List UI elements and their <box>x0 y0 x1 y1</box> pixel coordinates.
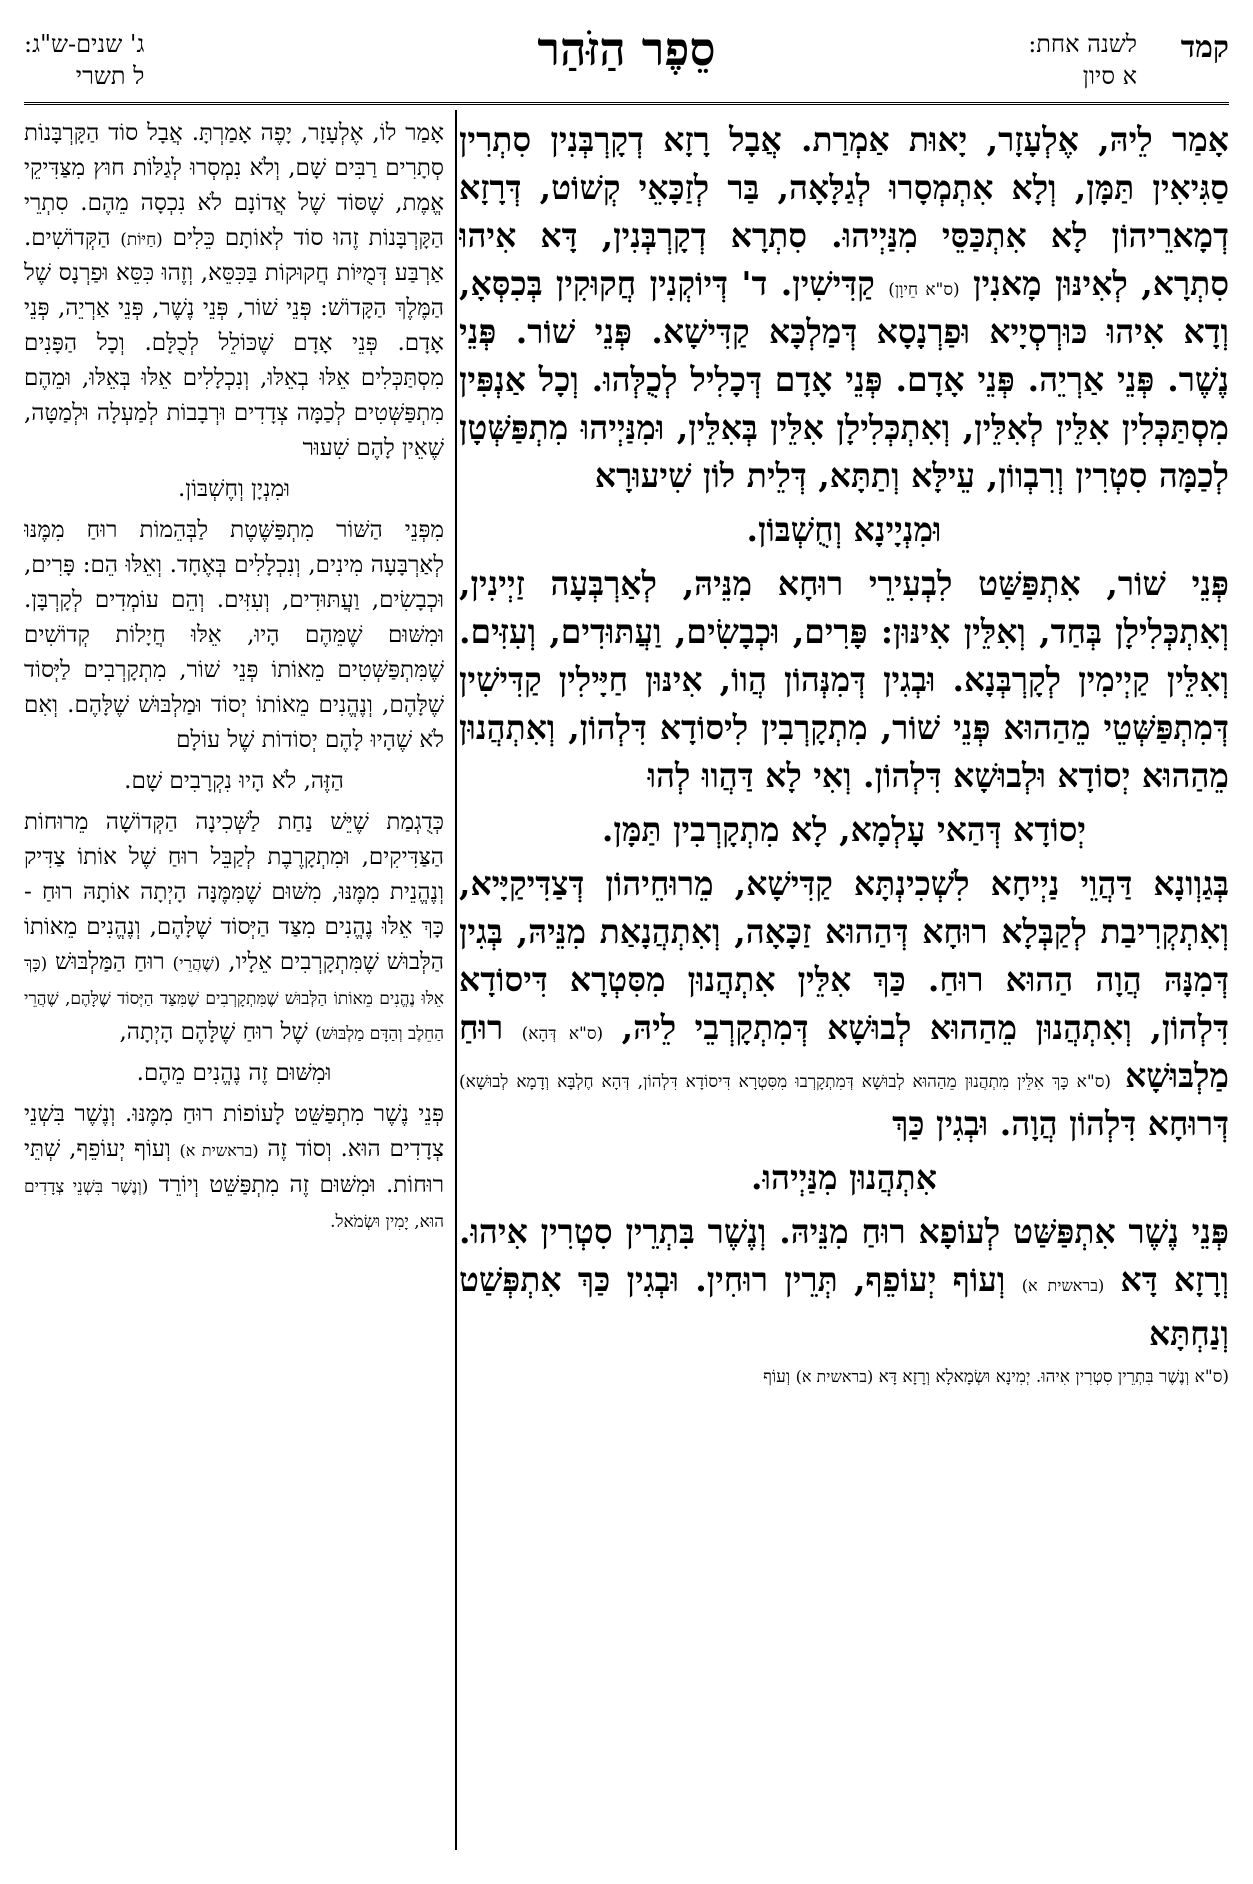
column-divider <box>455 110 457 1850</box>
variant-note: (וְנֶשֶׁר בִּשְׁנֵי צְדָדִים הוּא, יָמִין וּשְׂמֹאל. <box>24 1177 444 1232</box>
main-paragraph-4: פְּנֵי נֶשֶׁר אִתְפַּשַּׁט לְעוֹפָא רוּחַ מִנֵּיהּ. וְנֶשֶׁר בִּתְרֵין סִטְרִין אִיהוּ. וְרָזָא דָּא (בראשית א) וְעוֹף יְעוֹפֵף, תְּרֵין רוּחִין. וּבְגִין כַּךְ אִתְפְּשַׁט וְנַחְתָּא <box>459 1212 1229 1353</box>
source-reference: (בראשית א) <box>179 1141 259 1160</box>
main-variant-footnote: (ס"א וְנֶשֶׁר בִּתְרֵין סִטְרִין אִיהוּ. יְמִינָא וּשְׂמָאלָא וְרָזָא דָּא (בראשית א) וְעוֹף <box>763 1367 1229 1387</box>
book-title: סֵפֶר הַזֹּהַר <box>537 22 716 76</box>
main-paragraph-3: בְּגַוְונָא דַּהֲוֵי נַיְיחָא לִשְׁכִינְתָּא קַדִּישָׁא, מֵרוּחֵיהוֹן דְּצַדִּיקַיָּיא, וְאִתְקְרִיבַת לְקַבְּלָא רוּחָא דְּהַהוּא זַכָּאָה, וְאִתְהֲנָאַת מִנֵּיהּ, בְּגִין דְּמִנָּהּ הֲוָה הַהוּא רוּחַ. כַּךְ אִלֵּין אִתְהֲנוּן מִסִּטְרָא דִּיסוֹדָא דִּלְהוֹן, וְאִתְהֲנוּן מֵהַהוּא לְבוּשָׁא דְּמִתְקָרְבֵי לֵיהּ, (ס"א דְּהָא) רוּחַ מַלְבּוּשָׁא (ס"א כָּךְ אִלֵּין מִתְהֲנוּן מֵהַהוּא לְבוּשָׁא דְּמִתְקָרְבוּ מִסִּטְרָא דִּיסוֹדָא דִּלְהוֹן, דְּהָא חֶלְבָּא וְדָמָא לְבוּשָׁא) דְּרוּחָא דִּלְהוֹן הֲוָה. וּבְגִין כַּךְ <box>459 864 1229 1143</box>
side-paragraph-2-end: הַזֶּה, לֹא הָיוּ נִקְרָבִים שָׁם. <box>124 768 344 794</box>
side-paragraph-2: מִפְּנֵי הַשּׁוֹר מִתְפַּשֶּׁטֶת לַבְּהֵמוֹת רוּחַ מִמֶּנּוּ לְאַרְבָּעָה מִינִים, וְנִכְלָלִים בְּאֶחָד. וְאֵלּוּ הֵם: פָּרִים, וּכְבָשִׂים, וַעֲתּוּדִים, וְעִזִּים. וְהֵם עוֹמְדִים לְקָרְבָּן. וּמִשּׁוּם שֶׁמֵּהֶם הָיוּ, אֵלּוּ חֲיָלוֹת קְדוֹשִׁים שֶׁמִּתְפַּשְּׁטִים מֵאוֹתוֹ פְּנֵי שׁוֹר, מִתְקָרְבִים לַיְּסוֹד שֶׁלָּהֶם, וְנֶהֱנִים מֵאוֹתוֹ יְסוֹד וּמַלְבּוּשׁ שֶׁלָּהֶם. וְאִם לֹא שֶׁהָיוּ לָהֶם יְסוֹדוֹת שֶׁל עוֹלָם <box>24 517 444 753</box>
hebrew-translation-column <box>24 116 444 1856</box>
side-paragraph-3-end: וּמִשּׁוּם זֶה נֶהֱנִים מֵהֶם. <box>136 1060 332 1086</box>
variant-note: (ס"א כָּךְ אִלֵּין מִתְהֲנוּן מֵהַהוּא לְבוּשָׁא דְּמִתְקָרְבוּ מִסִּטְרָא דִּיסוֹדָא דִּלְהוֹן, דְּהָא חֶלְבָּא וְדָמָא לְבוּשָׁא) <box>459 1072 1112 1092</box>
header-rule <box>24 102 1229 105</box>
main-paragraph-1: אָמַר לֵיהּ, אֶלְעָזָר, יָאוּת אַמְרַת. אֲבָל רָזָא דְקָרְבְּנִין סִתְרִין סַגִּיאִין תַּמָּן, וְלָא אִתְמְסָרוּ לְגַלָּאָה, בַּר לְזַכָּאֵי קְשׁוֹט, דְּרָזָא דְמָארֵיהוֹן לָא אִתְכַּסֵּי מִנַּיְיהוּ. סִתְרָא דְקָרְבְּנִין, דָּא אִיהוּ סִתְרָא, לְאִינּוּן מָאנִין (ס"א חֵיוָן) קַדִּישִׁין. ד' דְּיוֹקְנִין חֲקוּקִין בְּכִסְּאָ, וְדָא אִיהוּ כּוּרְסְיָיא וּפַרְנָסָא דְּמַלְכָּא קַדִּישָׁא. פְּנֵי שׁוֹר. פְּנֵי נֶשֶׁר. פְּנֵי אַרְיֵה. פְּנֵי אָדָם. פְּנֵי אָדָם דְּכָלִיל לְכֻלְּהוּ. וְכָל אַנְפִּין מִסְתַּכְּלִין אִלֵּין לְאִלֵּין, וְאִתְכְּלִילָן אִלֵּין בְּאִלֵּין, וּמִנַּיְיהוּ מִתְפַּשְּׁטָן לְכַמָּה סִטְרִין וְרִבְווֹן, עֵילָּא וְתַתָּא, דְּלֵית לוֹן שִׁיעוּרָא <box>459 120 1229 495</box>
source-reference: (בראשית א) <box>1021 1276 1105 1295</box>
source-reference: (בראשית א) <box>795 1367 874 1386</box>
variant-note: (חַיּוֹת) <box>120 230 163 250</box>
main-paragraph-2-end: יְסוֹדָא דְּהַאי עָלְמָא, לָא מִתְקָרְבִין תַּמָּן. <box>601 810 1087 849</box>
variant-note: (ס"א דְּהָא) <box>521 1024 604 1044</box>
schedule-one-year-label: לשנה אחת: <box>1028 30 1137 58</box>
page-number: קמד <box>1180 30 1229 65</box>
side-paragraph-1-end: וּמִנְיָן וְחֶשְׁבּוֹן. <box>177 476 291 502</box>
schedule-three-years-date: ל תשרי <box>75 62 145 90</box>
schedule-three-years-label: ג' שנים-ש"ג: <box>24 30 145 58</box>
page-header <box>24 22 1229 110</box>
side-paragraph-3: כְּדֻגְמַת שֶׁיֵּשׁ נַחַת לַשְּׁכִינָה הַקְּדוֹשָׁה מֵרוּחוֹת הַצַּדִּיקִים, וּמִתְקָרֶבֶת לְקַבֵּל רוּחַ שֶׁל אוֹתוֹ צַדִּיק וְנֶהֱנֵית מִמֶּנּוּ, מִשּׁוּם שֶׁמִּמֶּנָּה הָיְתָה אוֹתָהּ רוּחַ - כָּךְ אֵלּוּ נֶהֱנִים מִצַּד הַיְּסוֹד שֶׁלָּהֶם, וְנֶהֱנִים מֵאוֹתוֹ הַלְּבוּשׁ שֶׁמִּתְקָרְבִים אֵלָיו, (שֶׁהֲרֵי) רוּחַ הַמַּלְבּוּשׁ (כָּךְ אֵלּוּ נֶהֱנִים מֵאוֹתוֹ הַלְּבוּשׁ שֶׁמִּתְקָרְבִים שֶׁמִּצַּד הַיְּסוֹד שֶׁלָּהֶם, שֶׁהֲרֵי הַחֵלֶב וְהַדָּם מַלְבּוּשׁ) שֶׁל רוּחַ שֶׁלָּהֶם הָיְתָה, <box>24 809 444 1045</box>
main-paragraph-1-end: וּמִנְיָינָא וְחֻשְׁבּוֹן. <box>746 510 942 549</box>
variant-note: (ס"א חֵיוָן) <box>888 280 960 300</box>
side-paragraph-4: פְּנֵי נֶשֶׁר מִתְפַּשֵּׁט לָעוֹפוֹת רוּחַ מִמֶּנּוּ. וְנֶשֶׁר בִּשְׁנֵי צְדָדִים הוּא. וְסוֹד זֶה (בראשית א) וְעוֹף יְעוֹפֵף, שְׁתֵּי רוּחוֹת. וּמִשּׁוּם זֶה מִתְפַּשֵּׁט וְיוֹרֵד (וְנֶשֶׁר בִּשְׁנֵי צְדָדִים הוּא, יָמִין וּשְׂמֹאל. <box>24 1101 444 1232</box>
main-paragraph-2: פְּנֵי שׁוֹר, אִתְפַּשַּׁט לִבְעִירֵי רוּחָא מִנֵּיהּ, לְאַרְבְּעָה זַיְינִין, וְאִתְכְּלִילָן בְּחַד, וְאִלֵּין אִינּוּן: פָּרִים, וּכְבָשִׂים, וַעֲתּוּדִים, וְעִזִּים. וְאִלֵּין קַיְימִין לְקָרְבְּנָא. וּבְגִין דְּמִנְּהוֹן הֲווֹ, אִינּוּן חַיָּילִין קַדִּישִׁין דְּמִתְפַּשְּׁטֵי מֵהַהוּא פְּנֵי שׁוֹר, מִתְקָרְבִין לִיסוֹדָא דִּלְהוֹן, וְאִתְהֲנוּן מֵהַהוּא יְסוֹדָא וּלְבוּשָׁא דִּלְהוֹן. וְאִי לָא דַּהֲווּ לְהוּ <box>459 564 1229 795</box>
side-paragraph-1: אָמַר לוֹ, אֶלְעָזָר, יָפֶה אָמַרְתָּ. אֲבָל סוֹד הַקָּרְבָּנוֹת סְתָרִים רַבִּים שָׁם, וְלֹא נִמְסְרוּ לְגַלּוֹת חוּץ מִצַּדִּיקֵי אֱמֶת, שֶׁסּוֹד שֶׁל אֲדוֹנָם לֹא נִכְסָה מֵהֶם. סִתְרֵי הַקָּרְבָּנוֹת זֶהוּ סוֹד לְאוֹתָם כֵּלִים (חַיּוֹת) הַקְּדוֹשִׁים. אַרְבַּע דְּמֻיּוֹת חֲקוּקוֹת בַּכִּסֵּא, וְזֶהוּ כִּסֵּא וּפַרְנָס שֶׁל הַמֶּלֶךְ הַקָּדוֹשׁ: פְּנֵי שׁוֹר, פְּנֵי נֶשֶׁר, פְּנֵי אַרְיֵה, פְּנֵי אָדָם. פְּנֵי אָדָם שֶׁכּוֹלֵל לְכֻלָּם. וְכָל הַפָּנִים מִסְתַּכְּלִים אֵלּוּ בְאֵלּוּ, וְנִכְלָלִים אֵלּוּ בְּאֵלּוּ, וּמֵהֶם מִתְפַּשְּׁטִים לְכַמָּה צְדָדִים וּרְבָבוֹת לְמַעְלָה וּלְמַטָּה, שֶׁאֵין לָהֶם שִׁעוּר <box>24 120 444 461</box>
variant-note: (כָּךְ אֵלּוּ נֶהֱנִים מֵאוֹתוֹ הַלְּבוּשׁ שֶׁמִּתְקָרְבִים שֶׁמִּצַּד הַיְּסוֹד שֶׁלָּהֶם, שֶׁהֲרֵי הַחֵלֶב וְהַדָּם מַלְבּוּשׁ) <box>24 954 444 1044</box>
main-paragraph-3-end: אִתְהֲנוּן מִנַּיְיהוּ. <box>751 1158 937 1197</box>
three-year-schedule <box>24 28 144 92</box>
schedule-one-year-date: א סיון <box>1082 62 1137 90</box>
variant-note: (שֶׁהֲרֵי) <box>172 954 221 974</box>
aramaic-column <box>459 116 1229 1856</box>
